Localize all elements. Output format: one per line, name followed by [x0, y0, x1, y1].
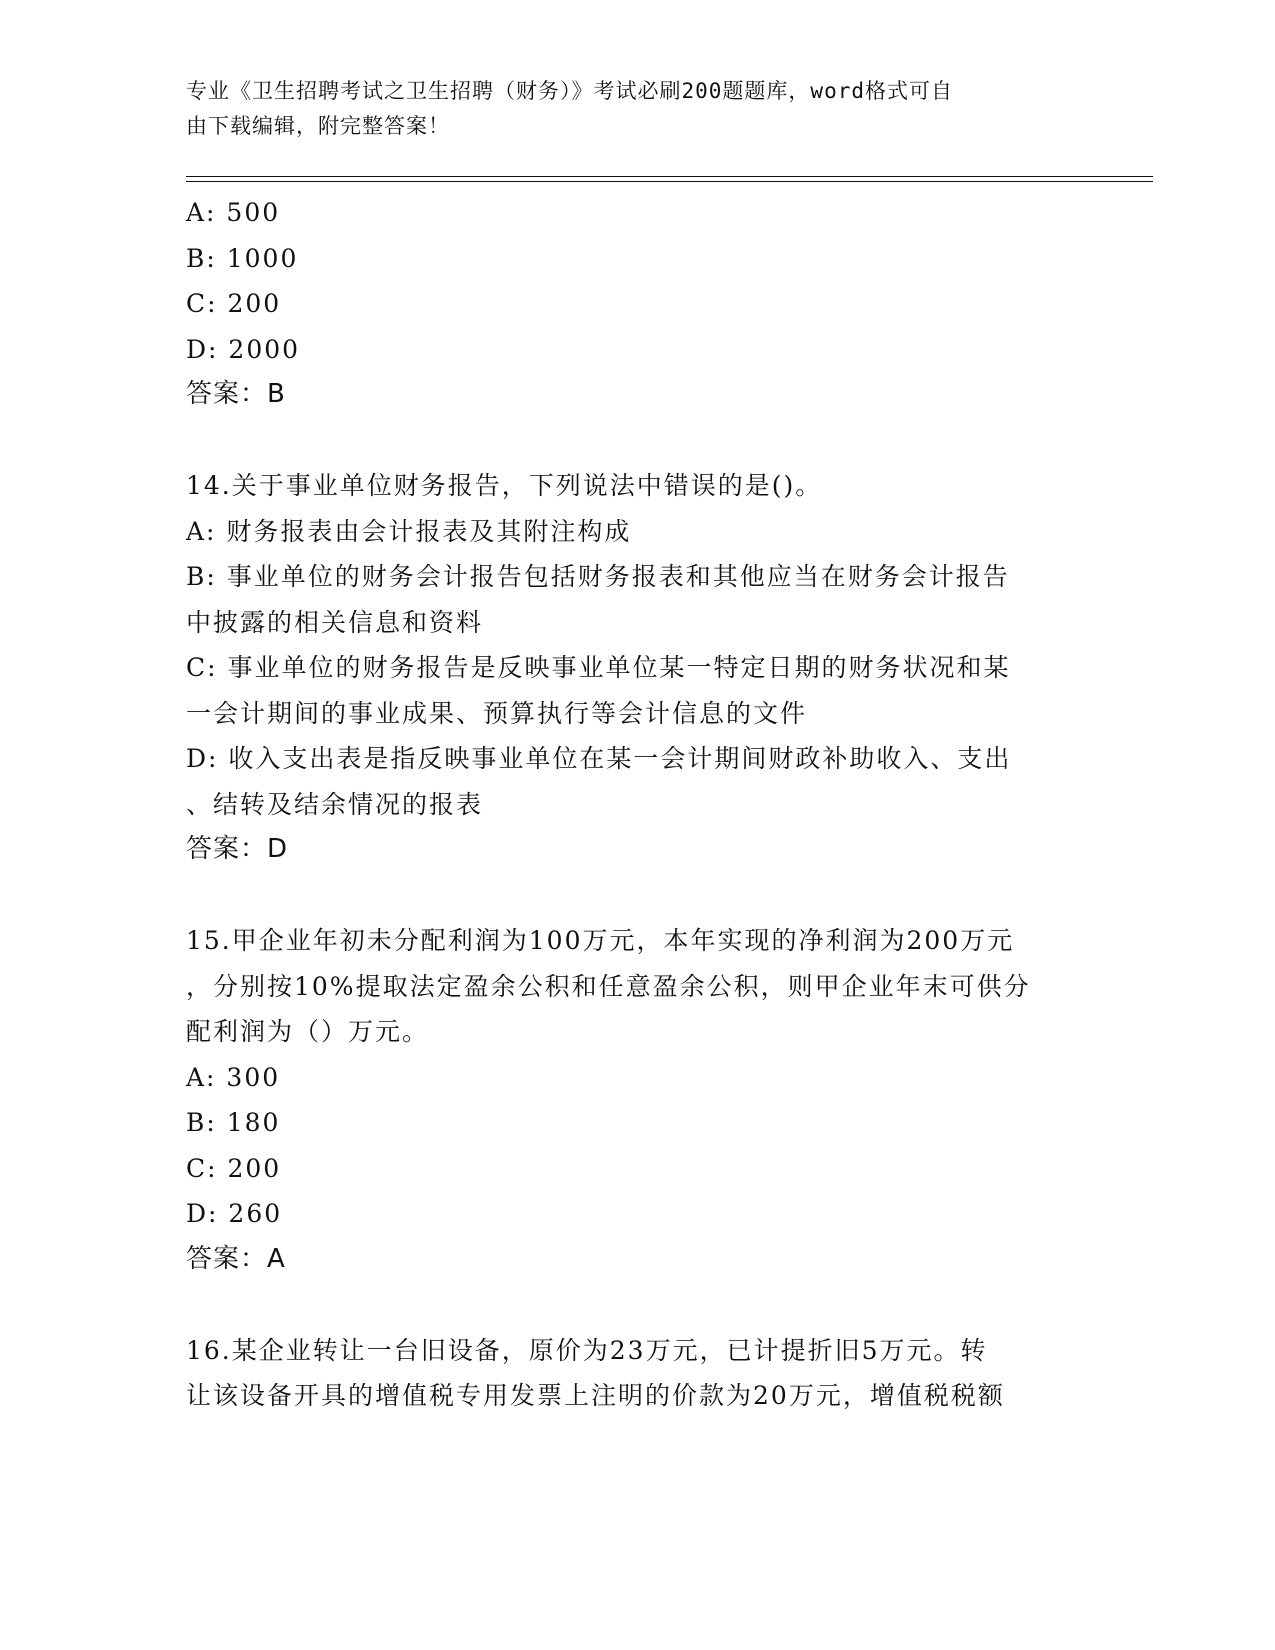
- question-15: [186, 918, 1086, 1282]
- option-a: A: 500: [186, 198, 281, 227]
- option-b: B: 事业单位的财务会计报告包括财务报表和其他应当在财务会计报告: [186, 562, 1010, 591]
- question-16: [186, 1328, 1086, 1419]
- document-page: [186, 0, 1146, 1650]
- option-c: C: 200: [186, 289, 282, 318]
- option-c: C: 200: [186, 1153, 282, 1183]
- option-a: A: 财务报表由会计报表及其附注构成: [186, 516, 632, 546]
- option-b-continued: 中披露的相关信息和资料: [186, 607, 484, 637]
- spacer: [186, 1282, 1086, 1328]
- question-stem-continued: 配利润为（）万元。: [186, 1017, 430, 1046]
- option-b: B: 1000: [186, 243, 299, 273]
- header-line-1: 专业《卫生招聘考试之卫生招聘（财务）》考试必刷200题题库，word格式可自: [186, 79, 953, 103]
- option-d: D: 收入支出表是指反映事业单位在某一会计期间财政补助收入、支出: [186, 744, 1012, 773]
- question-stem-continued: 让该设备开具的增值税专用发票上注明的价款为20万元，增值税税额: [186, 1381, 1005, 1410]
- spacer: [186, 873, 1086, 919]
- question-13: [186, 190, 1086, 418]
- header-line-2: 由下载编辑，附完整答案！: [186, 114, 450, 138]
- option-c: C: 事业单位的财务报告是反映事业单位某一特定日期的财务状况和某: [186, 653, 1011, 682]
- header-divider-bottom: [186, 181, 1153, 182]
- option-d: D: 260: [186, 1199, 283, 1228]
- option-a: A: 300: [186, 1062, 281, 1092]
- question-stem: 16.某企业转让一台旧设备，原价为23万元，已计提折旧5万元。转: [186, 1335, 988, 1365]
- answer-label: 答案：D: [186, 834, 289, 864]
- document-header: [186, 74, 1066, 144]
- question-stem: 15.甲企业年初未分配利润为100万元，本年实现的净利润为200万元: [186, 926, 1015, 955]
- option-c-continued: 一会计期间的事业成果、预算执行等会计信息的文件: [186, 698, 808, 728]
- option-b: B: 180: [186, 1108, 281, 1137]
- option-d-continued: 、结转及结余情况的报表: [186, 789, 484, 819]
- answer-label: 答案：A: [186, 1243, 286, 1274]
- header-divider-top: [186, 176, 1153, 177]
- option-d: D: 2000: [186, 334, 301, 364]
- question-stem-continued: ，分别按10%提取法定盈余公积和任意盈余公积，则甲企业年末可供分: [186, 971, 1031, 1001]
- question-14: [186, 463, 1086, 873]
- answer-label: 答案：B: [186, 379, 286, 409]
- question-stem: 14.关于事业单位财务报告，下列说法中错误的是()。: [186, 471, 823, 500]
- spacer: [186, 418, 1086, 464]
- question-list: [186, 190, 1086, 1419]
